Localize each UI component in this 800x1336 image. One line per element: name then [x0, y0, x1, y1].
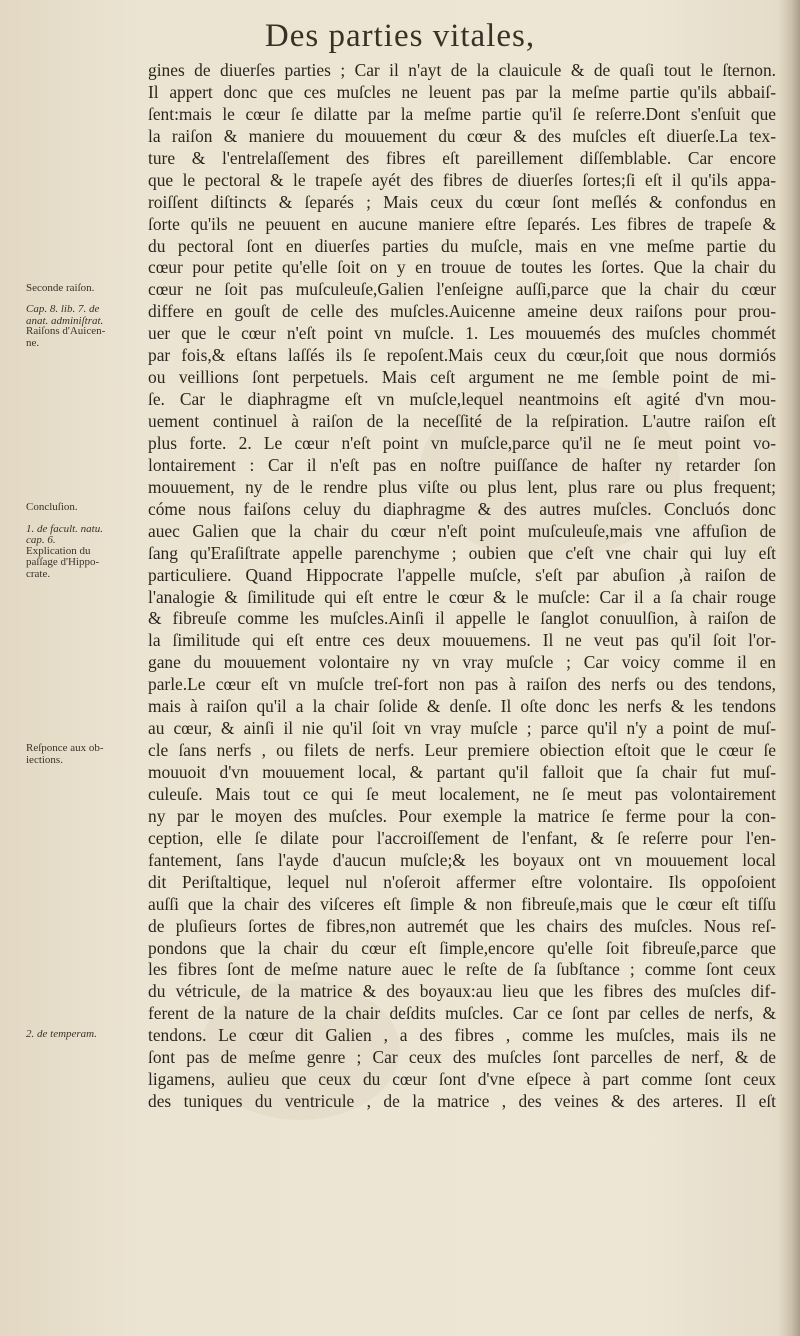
- margin-note-line: Cap. 8. lib. 7. de: [26, 303, 100, 316]
- text-line: ferent de la nature de la chair deſdits muſcles. Car ce ſont par celles de nerfs, &: [148, 1003, 776, 1024]
- text-line: ſang qu'Eraſiſtrate appelle parenchyme ; oubien que c'eſt vne chair qui luy eſt: [148, 542, 776, 563]
- text-line: cle ſans nerfs , ou filets de nerfs. Leur premiere obiection eſtoit que le cœur ſe: [148, 740, 776, 761]
- page-gutter-shadow: [778, 0, 800, 1336]
- text-line: cœur ne ſoit pas muſculeuſe,Galien l'enſeigne auſſi,parce que la chair du cœur: [148, 279, 776, 300]
- text-line: plus forte. 2. Le cœur n'eſt point vn muſcle,parce qu'il ne ſe meut point vo-: [148, 432, 776, 453]
- text-line: ſont pas de meſme genre ; Car ceux des muſcles ſont parcelles de nerf, & de: [148, 1047, 776, 1068]
- margin-note: [26, 283, 144, 295]
- text-line: roiſſent diſtincts & ſeparés ; Mais ceux du cœur ſont meſlés & confondus en: [148, 191, 776, 212]
- text-line: la ſimilitude qui eſt entre ces deux mouuemens. Il ne veut pas qu'il ſoit l'or-: [148, 630, 776, 651]
- text-line: mouuoit d'vn mouuement local, & partant qu'il falloit que ſa chair fut muſ-: [148, 762, 776, 782]
- margin-note-line: Seconde raiſon.: [26, 281, 95, 294]
- text-line: du vétricule, de la matrice & des boyaux:au lieu que les fibres des muſcles dif-: [148, 981, 776, 1002]
- margin-note-line: 2. de temperam.: [26, 1027, 97, 1040]
- margin-note-line: Reſponce aux ob-: [26, 742, 104, 755]
- text-line: lontairement : Car il n'eſt pas en noſtre puiſſance de haſter ny retarder ſon: [148, 454, 776, 475]
- margin-note: [26, 524, 144, 547]
- text-line: par fois,& eſtans laſſés ils ſe repoſent.Mais ceux du cœur,ſoit que nous dormiós: [148, 345, 776, 366]
- text-line: des tuniques du ventricule , de la matrice , des veines & des arteres. Il eſt: [148, 1091, 776, 1112]
- margin-note: [26, 502, 144, 514]
- margin-note: [26, 743, 144, 766]
- margin-note-line: crate.: [26, 567, 51, 580]
- text-line: uer que le cœur n'eſt point vn muſcle. 1. Les mouuemés des muſcles chommét: [148, 323, 776, 344]
- text-line: Il appert donc que ces muſcles ne leuent pas par la meſme partie qu'ils abbaiſ-: [148, 81, 776, 102]
- text-line: fantement, ſans l'ayde d'aucun muſcle;& les boyaux ont vn mouuement local: [148, 849, 776, 870]
- text-line: particuliere. Quand Hippocrate l'appelle muſcle, s'eſt par abuſion ,à raiſon de: [148, 564, 776, 585]
- margin-note-line: Raiſons d'Auicen-: [26, 325, 106, 338]
- margin-note-line: Concluſion.: [26, 501, 78, 513]
- margin-note: [26, 326, 144, 349]
- text-line: gines de diuerſes parties ; Car il n'ayt de la clauicule & de quaſi tout le ſternon.: [148, 60, 776, 80]
- margin-note: [26, 546, 144, 581]
- text-line: differe en gouſt de celle des muſcles.Auicenne ameine deux raiſons pour prou-: [148, 301, 776, 322]
- margin-note-line: iections.: [26, 753, 63, 766]
- text-line: au cœur, & ainſi il nie qu'il ſoit vn vray muſcle ; parce qu'il n'y a point de muſ-: [148, 718, 776, 739]
- main-text-block: [148, 60, 776, 1113]
- margin-note-line: 1. de facult. natu.: [26, 522, 103, 535]
- text-line: ny par le moyen des muſcles. Pour exemple la matrice ſe ferme pour la con-: [148, 805, 776, 826]
- text-line: auec Galien que la chair du cœur n'eſt point muſculeuſe,mais vne affuſion de: [148, 520, 776, 541]
- text-line: parle.Le cœur eſt vn muſcle treſ-fort non pas à raiſon des nerfs ou des tendons,: [148, 674, 776, 695]
- running-head: Des parties vitales,: [264, 18, 536, 54]
- text-line: mouuement, ny de le rendre plus viſte ou plus lent, plus rare ou plus frequent;: [148, 476, 776, 497]
- margin-note-line: ne.: [26, 336, 40, 349]
- text-line: l'analogie & ſimilitude qui eſt entre le cœur & le muſcle: Car il a ſa chair rouge: [148, 586, 776, 607]
- text-line: les fibres ſont de meſme nature auec le reſte de ſa ſubſtance ; comme ſont ceux: [148, 959, 776, 980]
- text-line: culeuſe. Mais tout ce qui ſe meut localement, ne ſe meut pas volontairement: [148, 783, 776, 804]
- text-line: auſſi que la chair des viſceres eſt ſimple & non fibreuſe,mais que le cœur eſt tiſſu: [148, 893, 776, 914]
- text-line: du pectoral ſont en diuerſes parties du muſcle, mais en vne meſme partie du: [148, 235, 776, 256]
- text-line: mais à raiſon qu'il a la chair ſolide & denſe. Il oſte donc les nerfs & les tendons: [148, 696, 776, 717]
- text-line: ture & l'entrelaſſement des fibres eſt pareillement diſſemblable. Car encore: [148, 147, 776, 168]
- margin-note-line: paſſage d'Hippo-: [26, 556, 100, 569]
- text-line: ou veillions ſont perpetuels. Mais ceſt argument ne me ſemble point de mi-: [148, 367, 776, 388]
- text-line: tendons. Le cœur dit Galien , a des fibres , comme les muſcles, mais ils ne: [148, 1025, 776, 1046]
- text-line: ſe. Car le diaphragme eſt vn muſcle,lequel neantmoins eſt agité d'vn mou-: [148, 389, 776, 410]
- text-line: gane du mouuement volontaire ny vn vray muſcle ; Car voicy comme il en: [148, 652, 776, 673]
- text-line: ſent:mais le cœur ſe dilatte par la meſme partie qu'il ſe reſerre.Dont s'enſuit que: [148, 103, 776, 124]
- text-line: ſorte qu'ils ne peuuent en aucune maniere eſtre ſeparés. Les fibres de trapeſe &: [148, 213, 776, 234]
- margin-note-line: anat. adminiſtrat.: [26, 314, 104, 327]
- margin-note: [26, 304, 144, 327]
- text-line: ception, elle ſe dilate pour l'accroiſſement de l'enfant, & ſe reſerre pour l'en-: [148, 827, 776, 848]
- margin-note: [26, 1029, 144, 1041]
- text-line: ligamens, aulieu que ceux du cœur ſont d'vne eſpece à part comme ſont ceux: [148, 1069, 776, 1090]
- text-line: pondons que la chair du cœur eſt ſimple,encore qu'elle ſoit fibreuſe,parce que: [148, 937, 776, 958]
- text-line: & fibreuſe comme les muſcles.Ainſi il appelle le ſanglot conuulſion, à raiſon de: [148, 608, 776, 629]
- text-line: dit Periſtaltique, lequel nul n'oſeroit affermer eſtre volontaire. Ils oppoſoient: [148, 871, 776, 892]
- text-line: uement continuel à raiſon de la neceſſité de la reſpiration. L'autre raiſon eſt: [148, 411, 776, 431]
- text-line: la raiſon & maniere du mouuement du cœur & des muſcles eſt diuerſe.La tex-: [148, 125, 776, 146]
- margin-note-line: cap. 6.: [26, 534, 56, 547]
- margin-note-line: Explication du: [26, 544, 91, 557]
- text-line: de pluſieurs ſortes de fibres,non autremét que les chairs des muſcles. Nous reſ-: [148, 915, 776, 936]
- text-line: que le pectoral & le trapeſe ayét des fibres de diuerſes ſortes;ſi eſt il qu'ils appa-: [148, 169, 776, 190]
- text-line: cœur pour petite qu'elle ſoit on y en trouue de toutes les ſortes. Que la chair du: [148, 257, 776, 278]
- text-line: cóme nous faiſons celuy du diaphragme & des autres muſcles. Concluós donc: [148, 498, 776, 519]
